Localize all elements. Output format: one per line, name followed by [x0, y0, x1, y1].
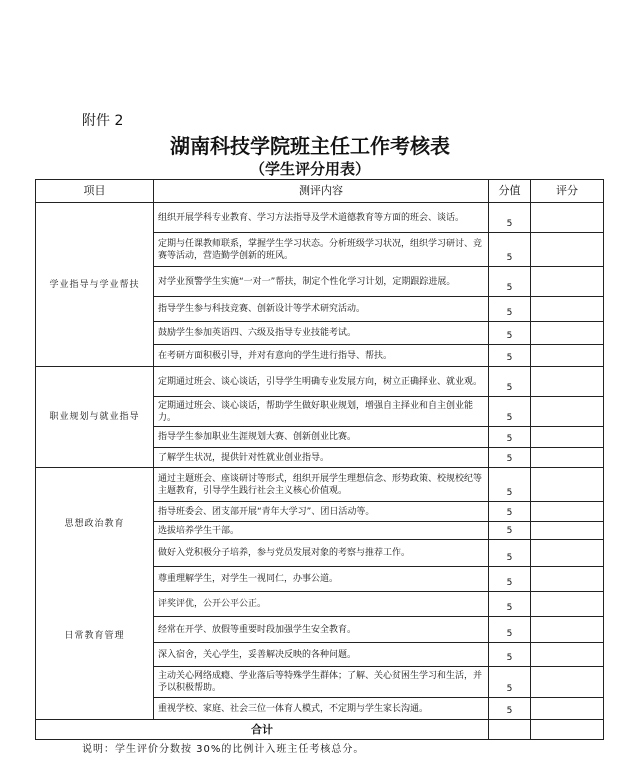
header-content: 测评内容 [154, 180, 489, 203]
rating-input-cell[interactable] [531, 427, 604, 448]
header-rating: 评分 [531, 180, 604, 203]
rating-input-cell[interactable] [531, 540, 604, 567]
score-value-cell: 5 [489, 367, 531, 397]
content-cell: 重视学校、家庭、社会三位一体育人模式，不定期与学生家长沟通。 [154, 698, 489, 720]
content-cell: 经常在开学、放假等重要时段加强学生安全教育。 [154, 617, 489, 643]
content-cell: 深入宿舍，关心学生，妥善解决反映的各种问题。 [154, 643, 489, 667]
rating-input-cell[interactable] [531, 203, 604, 233]
category-label: 日常教育管理 [64, 631, 125, 641]
score-value-cell: 5 [489, 567, 531, 592]
content-cell: 尊重理解学生，对学生一视同仁，办事公道。 [154, 567, 489, 592]
rating-input-cell[interactable] [531, 367, 604, 397]
score-value-cell: 5 [489, 322, 531, 345]
rating-input-cell[interactable] [531, 448, 604, 468]
rating-input-cell[interactable] [531, 297, 604, 322]
rating-input-cell[interactable] [531, 698, 604, 720]
content-cell: 组织开展学科专业教育、学习方法指导及学术道德教育等方面的班会、谈话。 [154, 203, 489, 233]
rating-input-cell[interactable] [531, 667, 604, 698]
score-value-cell: 5 [489, 203, 531, 233]
content-cell: 鼓励学生参加英语四、六级及指导专业技能考试。 [154, 322, 489, 345]
score-value-cell: 5 [489, 267, 531, 297]
total-score-cell [489, 720, 531, 740]
score-value-cell: 5 [489, 448, 531, 468]
score-value-cell: 5 [489, 643, 531, 667]
content-cell: 评奖评优，公开公平公正。 [154, 592, 489, 617]
rating-input-cell[interactable] [531, 643, 604, 667]
rating-input-cell[interactable] [531, 267, 604, 297]
content-cell: 指导学生参与科技竞赛、创新设计等学术研究活动。 [154, 297, 489, 322]
category-cell: 学业指导与学业帮扶 [36, 203, 154, 367]
evaluation-table [35, 179, 604, 740]
rating-input-cell[interactable] [531, 345, 604, 367]
content-cell: 指导学生参加职业生涯规划大赛、创新创业比赛。 [154, 427, 489, 448]
content-cell: 选拔培养学生干部。 [154, 522, 489, 540]
attachment-label: 附件 2 [82, 113, 124, 129]
rating-input-cell[interactable] [531, 522, 604, 540]
score-value-cell: 5 [489, 667, 531, 698]
content-cell: 对学业预警学生实施“一对一”帮扶，制定个性化学习计划，定期跟踪进展。 [154, 267, 489, 297]
category-label: 思想政治教育 [64, 519, 125, 529]
score-value-cell: 5 [489, 297, 531, 322]
score-value-cell: 5 [489, 397, 531, 427]
rating-input-cell[interactable] [531, 502, 604, 522]
score-value-cell: 5 [489, 427, 531, 448]
table-row [36, 468, 604, 502]
score-value-cell: 5 [489, 345, 531, 367]
content-cell: 了解学生状况，提供针对性就业创业指导。 [154, 448, 489, 468]
total-label: 合计 [36, 720, 489, 740]
total-rating-cell[interactable] [531, 720, 604, 740]
content-cell: 指导班委会、团支部开展“青年大学习”、团日活动等。 [154, 502, 489, 522]
header-score-value: 分值 [489, 180, 531, 203]
score-value-cell: 5 [489, 233, 531, 267]
rating-input-cell[interactable] [531, 468, 604, 502]
document-subtitle: （学生评分用表） [249, 160, 370, 178]
document-title: 湖南科技学院班主任工作考核表 [170, 134, 450, 158]
content-cell: 定期与任课教师联系，掌握学生学习状态。分析班级学习状况，组织学习研讨、竞赛等活动，营造勤学创新的班风。 [154, 233, 489, 267]
score-value-cell: 5 [489, 540, 531, 567]
table-row [36, 367, 604, 397]
rating-input-cell[interactable] [531, 397, 604, 427]
total-row [36, 720, 604, 740]
category-cell: 职业规划与就业指导 [36, 367, 154, 468]
content-cell: 定期通过班会、谈心谈话，帮助学生做好职业规划，增强自主择业和自主创业能力。 [154, 397, 489, 427]
content-cell: 做好入党积极分子培养，参与党员发展对象的考察与推荐工作。 [154, 540, 489, 567]
score-value-cell: 5 [489, 617, 531, 643]
rating-input-cell[interactable] [531, 617, 604, 643]
score-value-cell: 5 [489, 468, 531, 502]
rating-input-cell[interactable] [531, 233, 604, 267]
category-cell [36, 468, 154, 720]
score-value-cell: 5 [489, 522, 531, 540]
header-item: 项目 [36, 180, 154, 203]
table-row [36, 203, 604, 233]
score-value-cell: 5 [489, 592, 531, 617]
rating-input-cell[interactable] [531, 592, 604, 617]
content-cell: 定期通过班会、谈心谈话，引导学生明确专业发展方向，树立正确择业、就业观。 [154, 367, 489, 397]
content-cell: 主动关心网络成瘾、学业落后等特殊学生群体；了解、关心贫困生学习和生活，并予以积极帮助。 [154, 667, 489, 698]
content-cell: 通过主题班会、座谈研讨等形式，组织开展学生理想信念、形势政策、校规校纪等主题教育，引导学生践行社会主义核心价值观。 [154, 468, 489, 502]
rating-input-cell[interactable] [531, 322, 604, 345]
footnote: 说明：学生评价分数按 30%的比例计入班主任考核总分。 [82, 744, 365, 755]
rating-input-cell[interactable] [531, 567, 604, 592]
content-cell: 在考研方面积极引导，并对有意向的学生进行指导、帮扶。 [154, 345, 489, 367]
score-value-cell: 5 [489, 502, 531, 522]
score-value-cell: 5 [489, 698, 531, 720]
